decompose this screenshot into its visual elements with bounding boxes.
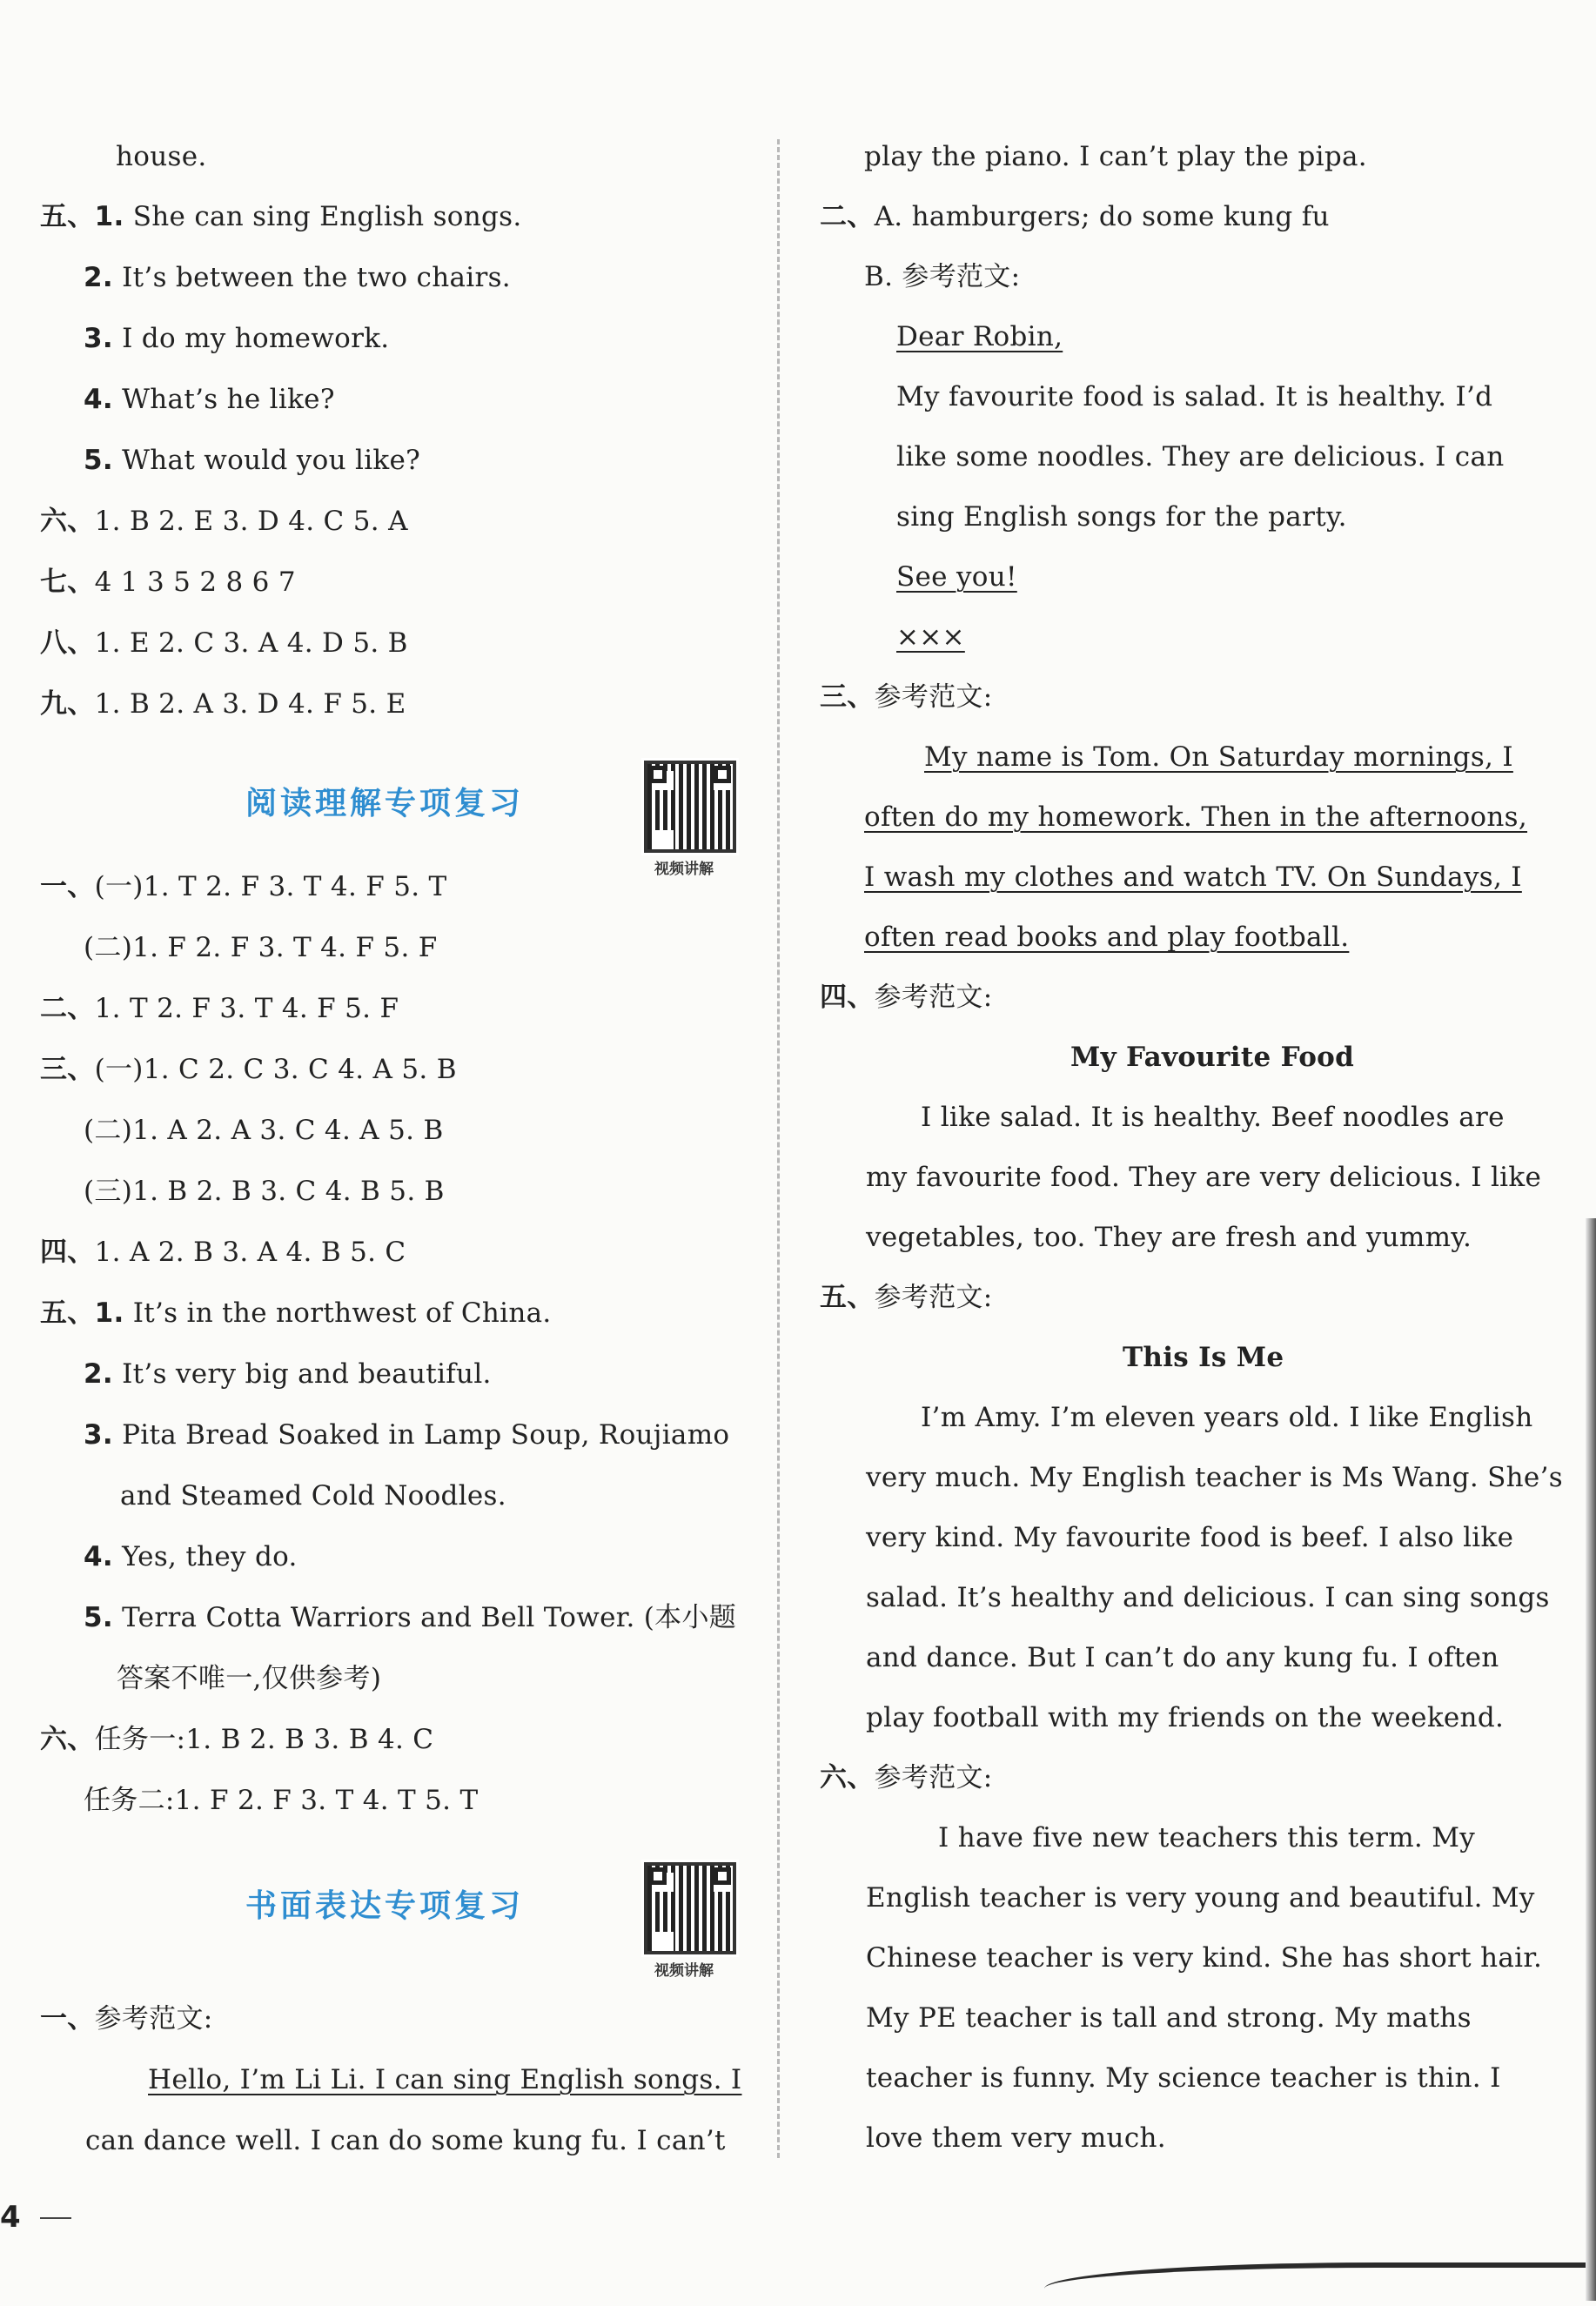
answer-line: 2. It’s very big and beautiful. [84, 1358, 492, 1390]
essay-line: vegetables, too. They are fresh and yummy. [866, 1222, 1472, 1253]
essay-line: salad. It’s healthy and delicious. I can sing songs [866, 1582, 1550, 1613]
answer-line: 4. What’s he like? [84, 384, 335, 415]
essay-line: very much. My English teacher is Ms Wang. She’s [866, 1462, 1563, 1493]
answer-line: 4. Yes, they do. [84, 1541, 298, 1572]
essay-line: My PE teacher is tall and strong. My maths [866, 2002, 1472, 2034]
answer-line: 六、任务一:1. B 2. B 3. B 4. C [40, 1724, 434, 1755]
answer-line: 2. It’s between the two chairs. [84, 262, 511, 293]
answer-line: 二、1. T 2. F 3. T 4. F 5. F [40, 993, 399, 1024]
reading-qr-label: 视频讲解 [654, 861, 714, 878]
column-divider [777, 139, 780, 2158]
essay-line: Chinese teacher is very kind. She has short hair. [866, 1942, 1543, 1974]
page-number: 4 [0, 2200, 21, 2235]
essay-title: My Favourite Food [1070, 1042, 1355, 1073]
answer-line: 六、1. B 2. E 3. D 4. C 5. A [40, 506, 408, 537]
answer-line: house. [116, 141, 207, 172]
answer-line: 5. What would you like? [84, 445, 421, 476]
reading-section-title: 阅读理解专项复习 [245, 786, 525, 821]
answer-line: 五、1. She can sing English songs. [40, 201, 522, 232]
answer-line: 3. Pita Bread Soaked in Lamp Soup, Roujiamo [84, 1419, 730, 1451]
writing-qr-code-icon[interactable] [644, 1862, 736, 1954]
page-edge [1586, 1218, 1596, 2301]
answer-line: 八、1. E 2. C 3. A 4. D 5. B [40, 627, 408, 659]
page-edge-shadow [1044, 2262, 1596, 2306]
letter-greeting: Dear Robin, [896, 321, 1063, 352]
answer-line: 三、参考范文: [820, 681, 993, 713]
answer-line: (二)1. F 2. F 3. T 4. F 5. F [84, 932, 438, 963]
page-number-dash [40, 2217, 71, 2219]
answer-line: 五、参考范文: [820, 1282, 993, 1313]
essay-line: can dance well. I can do some kung fu. I can’t [85, 2125, 726, 2156]
reading-qr-code-icon[interactable] [644, 761, 736, 853]
letter-signature: ××× [896, 621, 965, 653]
answer-line: 九、1. B 2. A 3. D 4. F 5. E [40, 688, 406, 720]
answer-line: 答案不唯一,仅供参考) [117, 1663, 382, 1694]
answer-line: 二、A. hamburgers; do some kung fu [820, 201, 1330, 232]
essay-line: and dance. But I can’t do any kung fu. I often [866, 1642, 1499, 1673]
essay-line: I’m Amy. I’m eleven years old. I like English [921, 1402, 1533, 1433]
answer-line: 四、参考范文: [820, 982, 993, 1013]
answer-line: 六、参考范文: [820, 1762, 993, 1793]
essay-line: often do my homework. Then in the afternoons, [864, 801, 1528, 833]
essay-line: My favourite food is salad. It is healthy. I’d [896, 381, 1493, 412]
essay-line: sing English songs for the party. [896, 501, 1347, 533]
answer-line: 任务二:1. F 2. F 3. T 4. T 5. T [84, 1785, 479, 1816]
answer-line: (二)1. A 2. A 3. C 4. A 5. B [84, 1115, 444, 1146]
essay-line: like some noodles. They are delicious. I can [896, 441, 1505, 473]
answer-line: 一、参考范文: [40, 2003, 213, 2035]
writing-section-title: 书面表达专项复习 [245, 1888, 525, 1924]
answer-line: (三)1. B 2. B 3. C 4. B 5. B [84, 1176, 445, 1207]
essay-line: my favourite food. They are very delicious. I like [866, 1162, 1542, 1193]
writing-qr-label: 视频讲解 [654, 1962, 714, 1980]
answer-line: B. 参考范文: [864, 261, 1021, 292]
letter-closing: See you! [896, 561, 1017, 593]
essay-line: love them very much. [866, 2122, 1166, 2154]
answer-line: 三、(一)1. C 2. C 3. C 4. A 5. B [40, 1054, 457, 1085]
essay-line: often read books and play football. [864, 922, 1350, 953]
essay-line: play football with my friends on the weekend. [866, 1702, 1505, 1733]
essay-line: Hello, I’m Li Li. I can sing English songs. I [148, 2064, 742, 2095]
essay-line: English teacher is very young and beautiful. My [866, 1882, 1535, 1914]
essay-line: My name is Tom. On Saturday mornings, I [924, 741, 1513, 773]
essay-line: very kind. My favourite food is beef. I also like [866, 1522, 1514, 1553]
answer-line: 五、1. It’s in the northwest of China. [40, 1297, 552, 1329]
essay-line: I have five new teachers this term. My [938, 1822, 1476, 1854]
essay-line: I like salad. It is healthy. Beef noodles are [921, 1102, 1505, 1133]
answer-line: 四、1. A 2. B 3. A 4. B 5. C [40, 1237, 406, 1268]
answer-line: 一、(一)1. T 2. F 3. T 4. F 5. T [40, 871, 447, 902]
answer-line: 七、4 1 3 5 2 8 6 7 [40, 566, 296, 598]
essay-line: teacher is funny. My science teacher is thin. I [866, 2062, 1501, 2094]
answer-line: 3. I do my homework. [84, 323, 390, 354]
essay-line: play the piano. I can’t play the pipa. [864, 141, 1367, 172]
answer-line: and Steamed Cold Noodles. [120, 1480, 506, 1512]
essay-line: I wash my clothes and watch TV. On Sundays, I [864, 861, 1522, 893]
essay-title: This Is Me [1123, 1342, 1284, 1373]
answer-line: 5. Terra Cotta Warriors and Bell Tower. (本小题 [84, 1602, 737, 1633]
